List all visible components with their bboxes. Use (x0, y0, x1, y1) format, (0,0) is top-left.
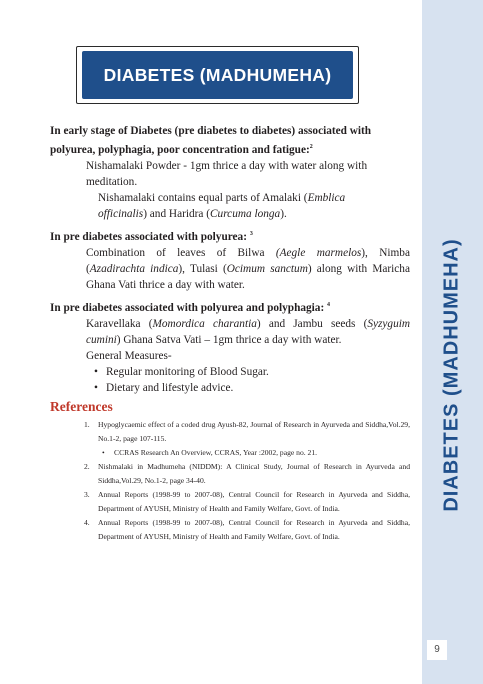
reference-item: 3. Annual Reports (1998-99 to 2007-08), Central Council for Research in Ayurveda and Siddha, Department of AYUSH, Ministry of Health and Family Welfare, Govt. of India. (84, 490, 410, 513)
section2-body: Combination of leaves of Bilwa (Aegle marmelos), Nimba (Azadirachta indica), Tulasi (Ocimum sanctum) along with Maricha Ghana Vati thrice a day with water. (86, 247, 410, 291)
reference-bullet-item: • CCRAS Research An Overview, CCRAS, Year :2002, page no. 21. (50, 446, 410, 460)
side-title-main: DIABETES (440, 402, 463, 512)
section2-heading: In pre diabetes associated with polyurea: $^3$ (50, 231, 253, 243)
main-content (50, 123, 410, 544)
references-list (50, 418, 410, 544)
reference-item: 4. Annual Reports (1998-99 to 2007-08), Central Council for Research in Ayurveda and Siddha, Department of AYUSH, Ministry of Health and Family Welfare, Govt. of India. (84, 518, 410, 541)
side-title (441, 238, 464, 511)
title-banner (82, 51, 353, 99)
section1-line: Nishamalaki Powder - 1gm thrice a day with water along with meditation. (86, 160, 368, 188)
section1-heading: In early stage of Diabetes (pre diabetes to diabetes) associated with polyurea, polyphagia, poor concentration and fatigue:$^2$ (50, 125, 372, 156)
references-title: References (50, 399, 113, 414)
section3-body: Karavellaka (Momordica charantia) and Jambu seeds (Syzyguim cumini) Ghana Satva Vati – 1gm thrice a day with water. (86, 318, 411, 346)
side-title-sub: (MADHUMEHA) (440, 238, 463, 396)
section3-heading: In pre diabetes associated with polyurea and polyphagia: $^4$ (50, 302, 331, 314)
list-item: • Dietary and lifestyle advice. (94, 380, 410, 396)
reference-item: 2. Nishmalaki in Madhumeha (NIDDM): A Clinical Study, Journal of Research in Ayurveda and Siddha,Vol.29, No.1-2, page 34-40. (84, 462, 410, 485)
measures-list (50, 364, 410, 396)
page-title: DIABETES (MADHUMEHA) (103, 64, 332, 85)
list-item: • Regular monitoring of Blood Sugar. (94, 364, 410, 380)
page-number: 9 (427, 640, 447, 660)
general-measures: General Measures- (86, 350, 172, 362)
reference-item: 1. Hypoglycaemic effect of a coded drug Ayush-82, Journal of Research in Ayurveda and Siddha,Vol.29, No.1-2, page 107-115. (84, 420, 410, 443)
section1-subline: Nishamalaki contains equal parts of Amalaki (Emblica officinalis) and Haridra (Curcuma longa). (98, 192, 346, 220)
